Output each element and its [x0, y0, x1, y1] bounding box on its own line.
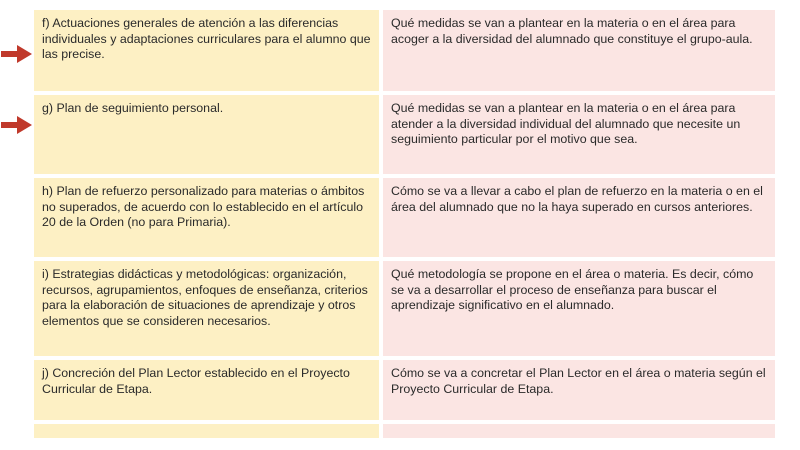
- section-item-cell: i) Estrategias didácticas y metodológicas: organización, recursos, agrupamientos, enfoques de enseñanza, criterios para la elaboración de situaciones de aprendizaje y otros elementos que se consideren necesarios.: [34, 261, 379, 356]
- table-row: [34, 360, 775, 420]
- arrow-icon-f: [1, 45, 33, 63]
- section-description-cell: Qué metodología se propone en el área o materia. Es decir, cómo se va a desarrollar el proceso de enseñanza para buscar el aprendizaje significativo en el alumnado.: [383, 261, 775, 356]
- section-description-cell: Cómo se va a llevar a cabo el plan de refuerzo en la materia o en el área del alumnado que no la haya superado en cursos anteriores.: [383, 178, 775, 257]
- section-item-cell: f) Actuaciones generales de atención a las diferencias individuales y adaptaciones curriculares para el alumno que las precise.: [34, 10, 379, 91]
- section-description-cell: Cómo se va a concretar el Plan Lector en el área o materia según el Proyecto Curricular de Etapa.: [383, 360, 775, 420]
- arrow-icon-g: [1, 116, 33, 134]
- section-description-cell: Qué medidas se van a plantear en la materia o en el área para atender a la diversidad individual del alumnado que necesite un seguimiento particular por el motivo que sea.: [383, 95, 775, 174]
- section-description-cell: Qué medidas se van a plantear en la materia o en el área para acoger a la diversidad del alumnado que constituye el grupo-aula.: [383, 10, 775, 91]
- section-item-cell: h) Plan de refuerzo personalizado para materias o ámbitos no superados, de acuerdo con lo establecido en el artículo 20 de la Orden (no para Primaria).: [34, 178, 379, 257]
- table-row-partial: [34, 424, 775, 438]
- table-row: [34, 95, 775, 174]
- table-row: [34, 10, 775, 91]
- curriculum-table: [34, 10, 775, 442]
- partial-cell: [383, 424, 775, 438]
- partial-cell: [34, 424, 379, 438]
- section-item-cell: j) Concreción del Plan Lector establecido en el Proyecto Curricular de Etapa.: [34, 360, 379, 420]
- table-row: [34, 261, 775, 356]
- table-row: [34, 178, 775, 257]
- section-item-cell: g) Plan de seguimiento personal.: [34, 95, 379, 174]
